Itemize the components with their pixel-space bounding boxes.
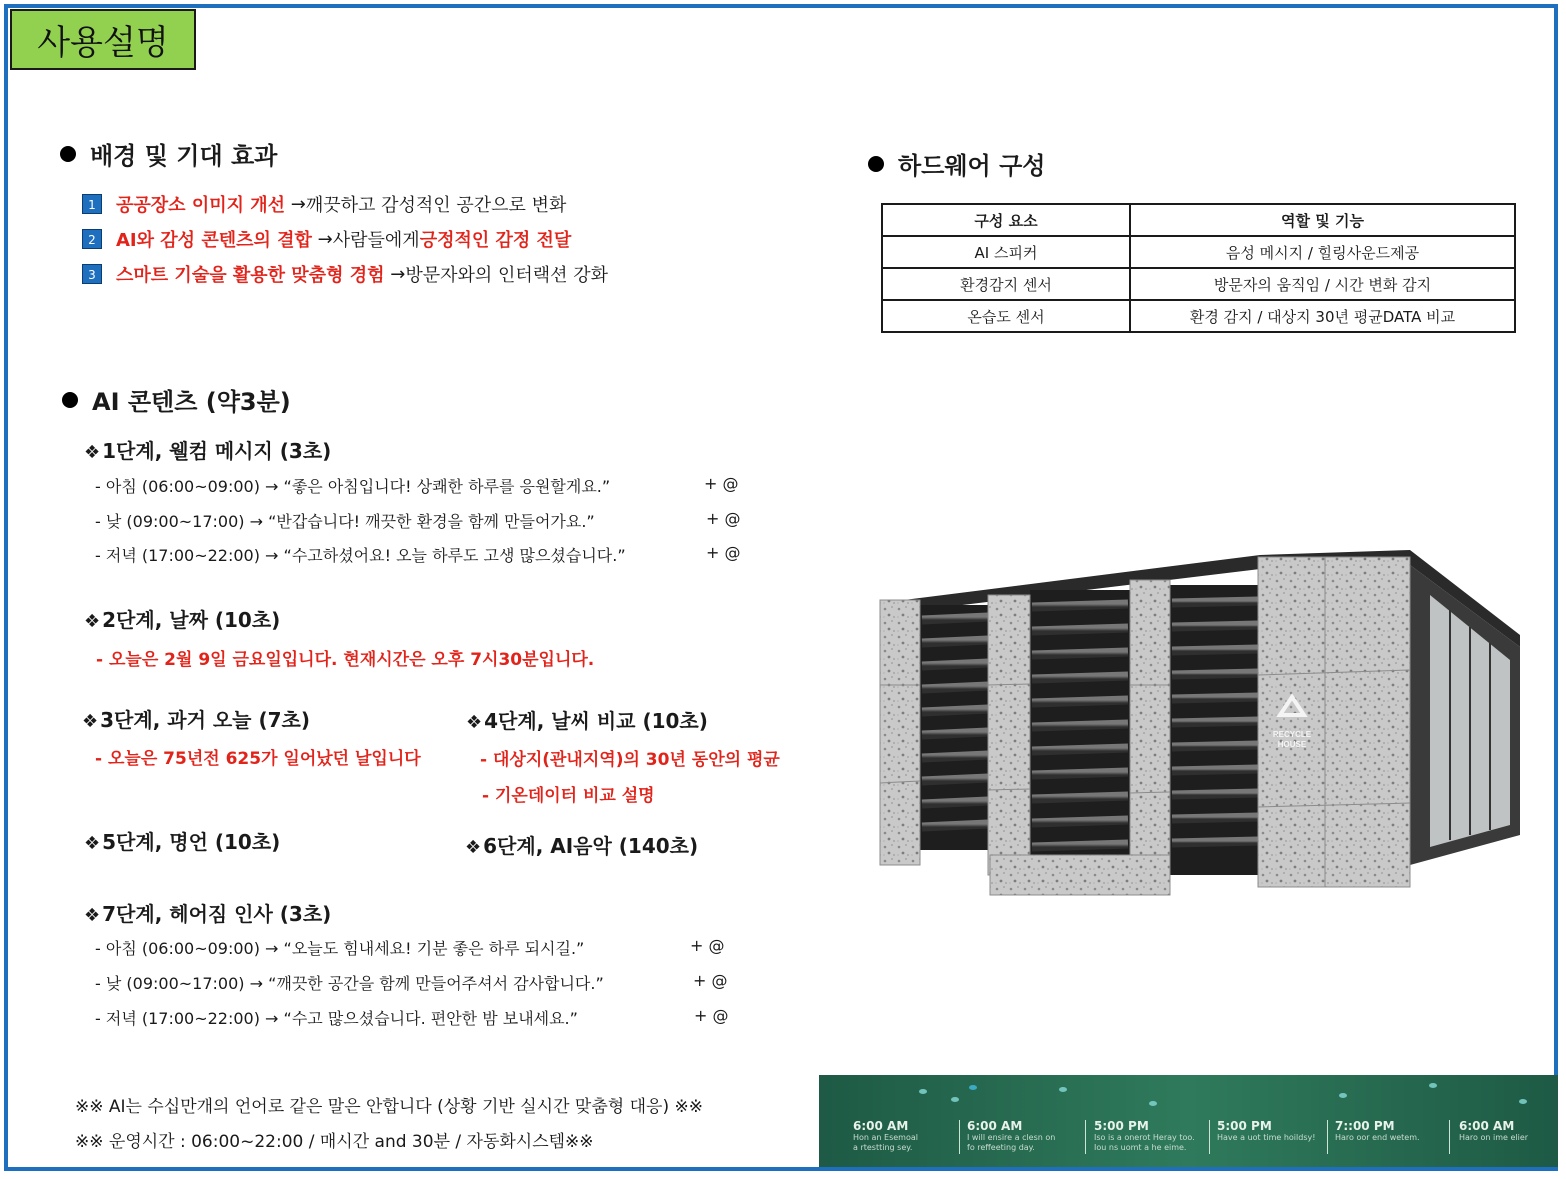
table-row: [882, 300, 1515, 332]
bullet-icon: [62, 392, 78, 408]
farewell-line: - 저녁 (17:00~22:00) → “수고 많으셨습니다. 편안한 밤 보내세요.”: [95, 1009, 578, 1028]
number-badge-icon: 3: [82, 264, 102, 284]
stage-1-title: [84, 435, 331, 464]
background-heading-text: 배경 및 기대 효과: [90, 142, 278, 170]
slot-desc: Haro oor end wetem.: [1335, 1133, 1420, 1142]
stage-title-text: 7단계, 헤어짐 인사 (3초): [102, 902, 332, 926]
table-header: 구성 요소: [882, 204, 1130, 236]
slot-time: 5:00 PM: [1217, 1119, 1272, 1133]
farewell-suffix: + @: [690, 936, 725, 955]
farewell-line: - 아침 (06:00~09:00) → “오늘도 힘내세요! 기분 좋은 하루 되시길.”: [95, 939, 585, 958]
arrow-icon: →: [285, 193, 306, 215]
schedule-slot: [1335, 1119, 1420, 1143]
background-item-highlight: 스마트 기술을 활용한 맞춤형 경험: [116, 265, 385, 286]
slot-divider: [1327, 1120, 1328, 1154]
stage-4-line-1: - 대상지(관내지역)의 30년 동안의 평균: [480, 750, 780, 770]
diamond-bullet-icon: ❖: [84, 833, 101, 854]
content-heading: [62, 382, 291, 417]
diamond-bullet-icon: ❖: [466, 712, 483, 733]
slot-time: 6:00 AM: [1459, 1119, 1515, 1133]
farewell-suffix: + @: [693, 971, 728, 990]
number-badge-icon: 2: [82, 229, 102, 249]
stage-title-text: 4단계, 날씨 비교 (10초): [484, 709, 708, 733]
slot-desc: Iou ns uomt a he eime.: [1094, 1143, 1187, 1152]
greeting-suffix: + @: [706, 543, 741, 562]
arrow-icon: →: [384, 263, 406, 285]
greeting-line: [95, 509, 595, 532]
background-item: [82, 261, 608, 287]
table-cell: 방문자의 움직임 / 시간 변화 감지: [1130, 268, 1515, 300]
background-item-text: 사람들에게: [332, 230, 420, 251]
diamond-bullet-icon: ❖: [82, 711, 99, 732]
slot-time: 5:00 PM: [1094, 1119, 1149, 1133]
slot-divider: [1209, 1120, 1210, 1154]
greeting-suffix: + @: [706, 509, 741, 528]
schedule-banner: [819, 1075, 1558, 1167]
stage-4-title: [466, 705, 708, 734]
slot-divider: [1449, 1120, 1450, 1154]
greeting-text: - 저녁 (17:00~22:00) → “수고하셨어요! 오늘 하루도 고생 많으셨습니다.”: [95, 546, 626, 565]
bullet-icon: [868, 156, 884, 172]
stage-4-line-2: - 기온데이터 비교 설명: [482, 786, 655, 806]
greeting-text: - 낮 (09:00~17:00) → “반갑습니다! 깨끗한 환경을 함께 만들어가요.”: [95, 512, 595, 531]
slot-time: 6:00 AM: [853, 1119, 909, 1133]
arrow-icon: →: [311, 228, 333, 250]
stage-5-title: [84, 826, 280, 855]
slot-time: 7::00 PM: [1335, 1119, 1395, 1133]
stage-title-text: 6단계, AI음악 (140초): [483, 834, 699, 858]
slot-desc: fo reffeeting day.: [967, 1143, 1035, 1152]
leaf-icon: [1429, 1083, 1437, 1088]
table-cell: 음성 메시지 / 힐링사운드제공: [1130, 236, 1515, 268]
leaf-icon: [969, 1085, 977, 1090]
background-item-highlight-2: 긍정적인 감정 전달: [419, 230, 572, 251]
greeting-text: - 아침 (06:00~09:00) → “좋은 아침입니다! 상쾌한 하루를 응원할게요.”: [95, 477, 611, 496]
schedule-slot: [1094, 1119, 1195, 1153]
greeting-suffix: + @: [704, 474, 739, 493]
stage-title-text: 5단계, 명언 (10초): [102, 830, 281, 854]
table-cell: 환경 감지 / 대상지 30년 평균DATA 비교: [1130, 300, 1515, 332]
table-row: [882, 236, 1515, 268]
leaf-icon: [951, 1097, 959, 1102]
slot-desc: Haro on ime elier: [1459, 1133, 1529, 1142]
greeting-line: [95, 543, 626, 566]
background-item-text: 깨끗하고 감성적인 공간으로 변화: [305, 195, 567, 216]
schedule-slot: [1217, 1119, 1315, 1143]
table-header: 역할 및 기능: [1130, 204, 1515, 236]
stage-6-title: [465, 830, 698, 859]
slot-desc: a rtestting sey.: [853, 1143, 913, 1152]
page-title: 사용설명: [10, 9, 196, 70]
schedule-slot: [1459, 1119, 1528, 1143]
sign-text: HOUSE: [1277, 740, 1307, 749]
slot-divider: [1085, 1120, 1086, 1154]
leaf-icon: [1519, 1099, 1527, 1104]
diamond-bullet-icon: ❖: [465, 837, 482, 858]
hardware-heading-text: 하드웨어 구성: [898, 152, 1046, 180]
background-item-highlight: AI와 감성 콘텐츠의 결합: [116, 230, 312, 251]
slot-desc: Hon an Esemoal: [853, 1133, 918, 1142]
background-item: [82, 191, 566, 217]
stage-2-line: - 오늘은 2월 9일 금요일입니다. 현재시간은 오후 7시30분입니다.: [96, 650, 595, 670]
schedule-slot: [853, 1119, 918, 1153]
hardware-heading: [868, 146, 1045, 181]
stage-title-text: 2단계, 날짜 (10초): [102, 608, 281, 632]
background-item-text: 방문자와의 인터랙션 강화: [405, 265, 609, 286]
table-cell: AI 스피커: [882, 236, 1130, 268]
schedule-slot: [967, 1119, 1055, 1153]
leaf-icon: [1059, 1087, 1067, 1092]
background-item: [82, 226, 571, 252]
stage-3-line: - 오늘은 75년전 625가 일어났던 날입니다: [95, 749, 421, 769]
background-item-highlight: 공공장소 이미지 개선: [116, 195, 286, 216]
recycle-house-illustration: [840, 535, 1540, 935]
greeting-line: [95, 474, 610, 497]
stage-title-text: 1단계, 웰컴 메시지 (3초): [102, 439, 332, 463]
diamond-bullet-icon: ❖: [84, 905, 101, 926]
slot-time: 6:00 AM: [967, 1119, 1023, 1133]
stage-3-title: [82, 704, 310, 733]
bullet-icon: [60, 146, 76, 162]
background-heading: [60, 136, 277, 171]
stage-7-title: [84, 898, 331, 927]
leaf-icon: [1339, 1093, 1347, 1098]
note-line: ※※ AI는 수십만개의 언어로 같은 말은 안합니다 (상황 기반 실시간 맞춤형 대응) ※※: [75, 1097, 703, 1117]
stage-title-text: 3단계, 과거 오늘 (7초): [100, 708, 310, 732]
stage-2-title: [84, 604, 280, 633]
leaf-icon: [919, 1089, 927, 1094]
number-badge-icon: 1: [82, 194, 102, 214]
table-cell: 온습도 센서: [882, 300, 1130, 332]
table-header-row: [882, 204, 1515, 236]
slot-divider: [959, 1120, 960, 1154]
diamond-bullet-icon: ❖: [84, 611, 101, 632]
sign-text: RECYCLE: [1272, 730, 1312, 739]
slot-desc: I will ensire a clesn on: [967, 1133, 1056, 1142]
leaf-icon: [1149, 1101, 1157, 1106]
farewell-line: - 낮 (09:00~17:00) → “깨끗한 공간을 함께 만들어주셔서 감사합니다.”: [95, 974, 604, 993]
slot-desc: Have a uot time hoildsy!: [1217, 1133, 1316, 1142]
hardware-table: [881, 203, 1516, 333]
diamond-bullet-icon: ❖: [84, 442, 101, 463]
table-row: [882, 268, 1515, 300]
content-heading-text: AI 콘텐츠 (약3분): [92, 388, 291, 416]
note-line: ※※ 운영시간 : 06:00~22:00 / 매시간 and 30분 / 자동화시스템※※: [75, 1132, 594, 1152]
slot-desc: Iso is a onerot Heray too.: [1094, 1133, 1195, 1142]
farewell-suffix: + @: [694, 1006, 729, 1025]
table-cell: 환경감지 센서: [882, 268, 1130, 300]
